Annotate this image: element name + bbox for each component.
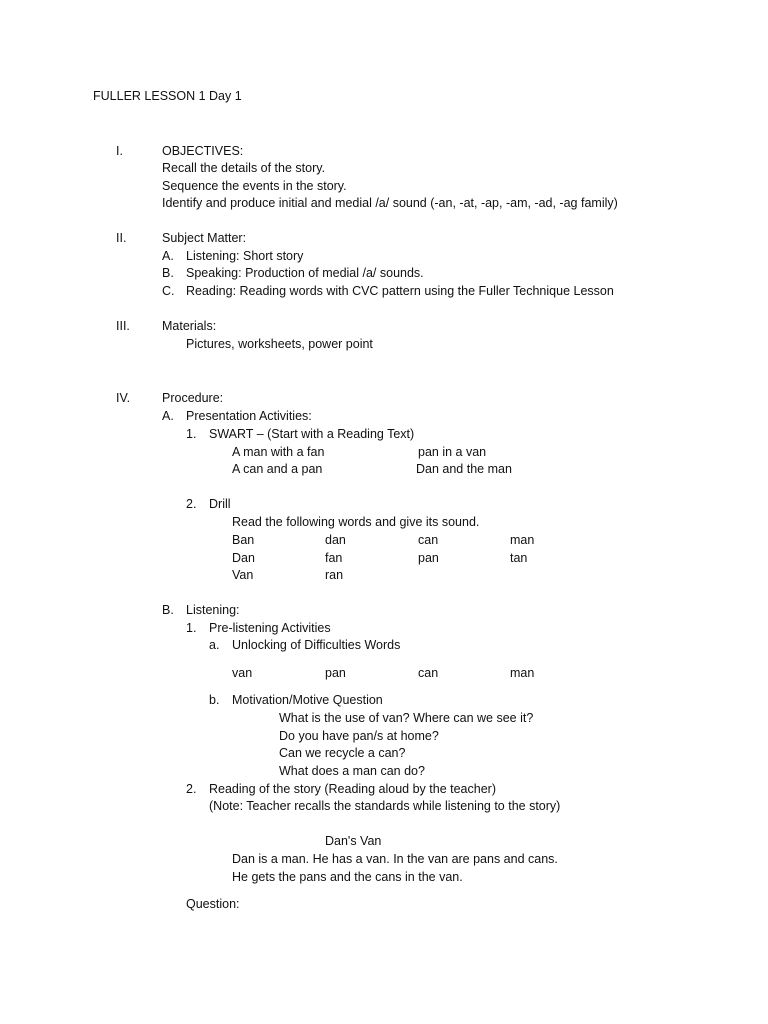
list-number: 2. bbox=[186, 782, 197, 796]
list-number: 2. bbox=[186, 497, 197, 511]
vocabulary-word: pan bbox=[325, 666, 346, 680]
subject-matter-heading: Subject Matter: bbox=[162, 231, 247, 245]
story-line: Dan is a man. He has a van. In the van are pans and cans. bbox=[232, 852, 558, 866]
section-number: II. bbox=[116, 231, 127, 245]
section-number: I. bbox=[116, 144, 123, 158]
unlocking-heading: Unlocking of Difficulties Words bbox=[232, 638, 401, 652]
drill-word: can bbox=[418, 533, 439, 547]
subject-matter-item: Listening: Short story bbox=[186, 249, 304, 263]
reading-note: (Note: Teacher recalls the standards while listening to the story) bbox=[209, 799, 561, 813]
drill-word: fan bbox=[325, 551, 343, 565]
drill-word: pan bbox=[418, 551, 439, 565]
swart-text: A man with a fan bbox=[232, 445, 325, 459]
drill-word: dan bbox=[325, 533, 346, 547]
presentation-heading: Presentation Activities: bbox=[186, 409, 312, 423]
drill-word: Van bbox=[232, 568, 254, 582]
procedure-heading: Procedure: bbox=[162, 391, 224, 405]
objectives-heading: OBJECTIVES: bbox=[162, 144, 244, 158]
objective-item: Sequence the events in the story. bbox=[162, 179, 347, 193]
motive-question: Do you have pan/s at home? bbox=[279, 729, 439, 743]
question-label: Question: bbox=[186, 897, 240, 911]
list-letter: B. bbox=[162, 266, 174, 280]
vocabulary-word: can bbox=[418, 666, 439, 680]
drill-heading: Drill bbox=[209, 497, 231, 511]
swart-heading: SWART – (Start with a Reading Text) bbox=[209, 427, 415, 441]
drill-word: Dan bbox=[232, 551, 255, 565]
swart-text: A can and a pan bbox=[232, 462, 323, 476]
drill-instruction: Read the following words and give its sound. bbox=[232, 515, 480, 529]
motive-question: What does a man can do? bbox=[279, 764, 425, 778]
list-letter: C. bbox=[162, 284, 175, 298]
section-number: IV. bbox=[116, 391, 131, 405]
vocabulary-word: man bbox=[510, 666, 535, 680]
pre-listening-heading: Pre-listening Activities bbox=[209, 621, 331, 635]
swart-text: Dan and the man bbox=[416, 462, 512, 476]
section-number: III. bbox=[116, 319, 130, 333]
objective-item: Identify and produce initial and medial /a/ sound (-an, -at, -ap, -am, -ad, -ag family) bbox=[162, 196, 618, 210]
list-letter: A. bbox=[162, 409, 174, 423]
list-letter: b. bbox=[209, 693, 220, 707]
subject-matter-item: Reading: Reading words with CVC pattern using the Fuller Technique Lesson bbox=[186, 284, 614, 298]
subject-matter-item: Speaking: Production of medial /a/ sounds. bbox=[186, 266, 424, 280]
reading-heading: Reading of the story (Reading aloud by the teacher) bbox=[209, 782, 496, 796]
list-letter: A. bbox=[162, 249, 174, 263]
swart-text: pan in a van bbox=[418, 445, 487, 459]
drill-word: tan bbox=[510, 551, 528, 565]
list-letter: a. bbox=[209, 638, 220, 652]
drill-word: man bbox=[510, 533, 535, 547]
story-title: Dan's Van bbox=[325, 834, 382, 848]
motivation-heading: Motivation/Motive Question bbox=[232, 693, 383, 707]
drill-word: Ban bbox=[232, 533, 255, 547]
listening-heading: Listening: bbox=[186, 603, 240, 617]
materials-text: Pictures, worksheets, power point bbox=[186, 337, 373, 351]
motive-question: Can we recycle a can? bbox=[279, 746, 406, 760]
list-number: 1. bbox=[186, 427, 197, 441]
list-number: 1. bbox=[186, 621, 197, 635]
lesson-title: FULLER LESSON 1 Day 1 bbox=[93, 89, 242, 103]
objective-item: Recall the details of the story. bbox=[162, 161, 326, 175]
motive-question: What is the use of van? Where can we see it? bbox=[279, 711, 534, 725]
story-line: He gets the pans and the cans in the van. bbox=[232, 870, 463, 884]
list-letter: B. bbox=[162, 603, 174, 617]
materials-heading: Materials: bbox=[162, 319, 217, 333]
vocabulary-word: van bbox=[232, 666, 253, 680]
drill-word: ran bbox=[325, 568, 344, 582]
